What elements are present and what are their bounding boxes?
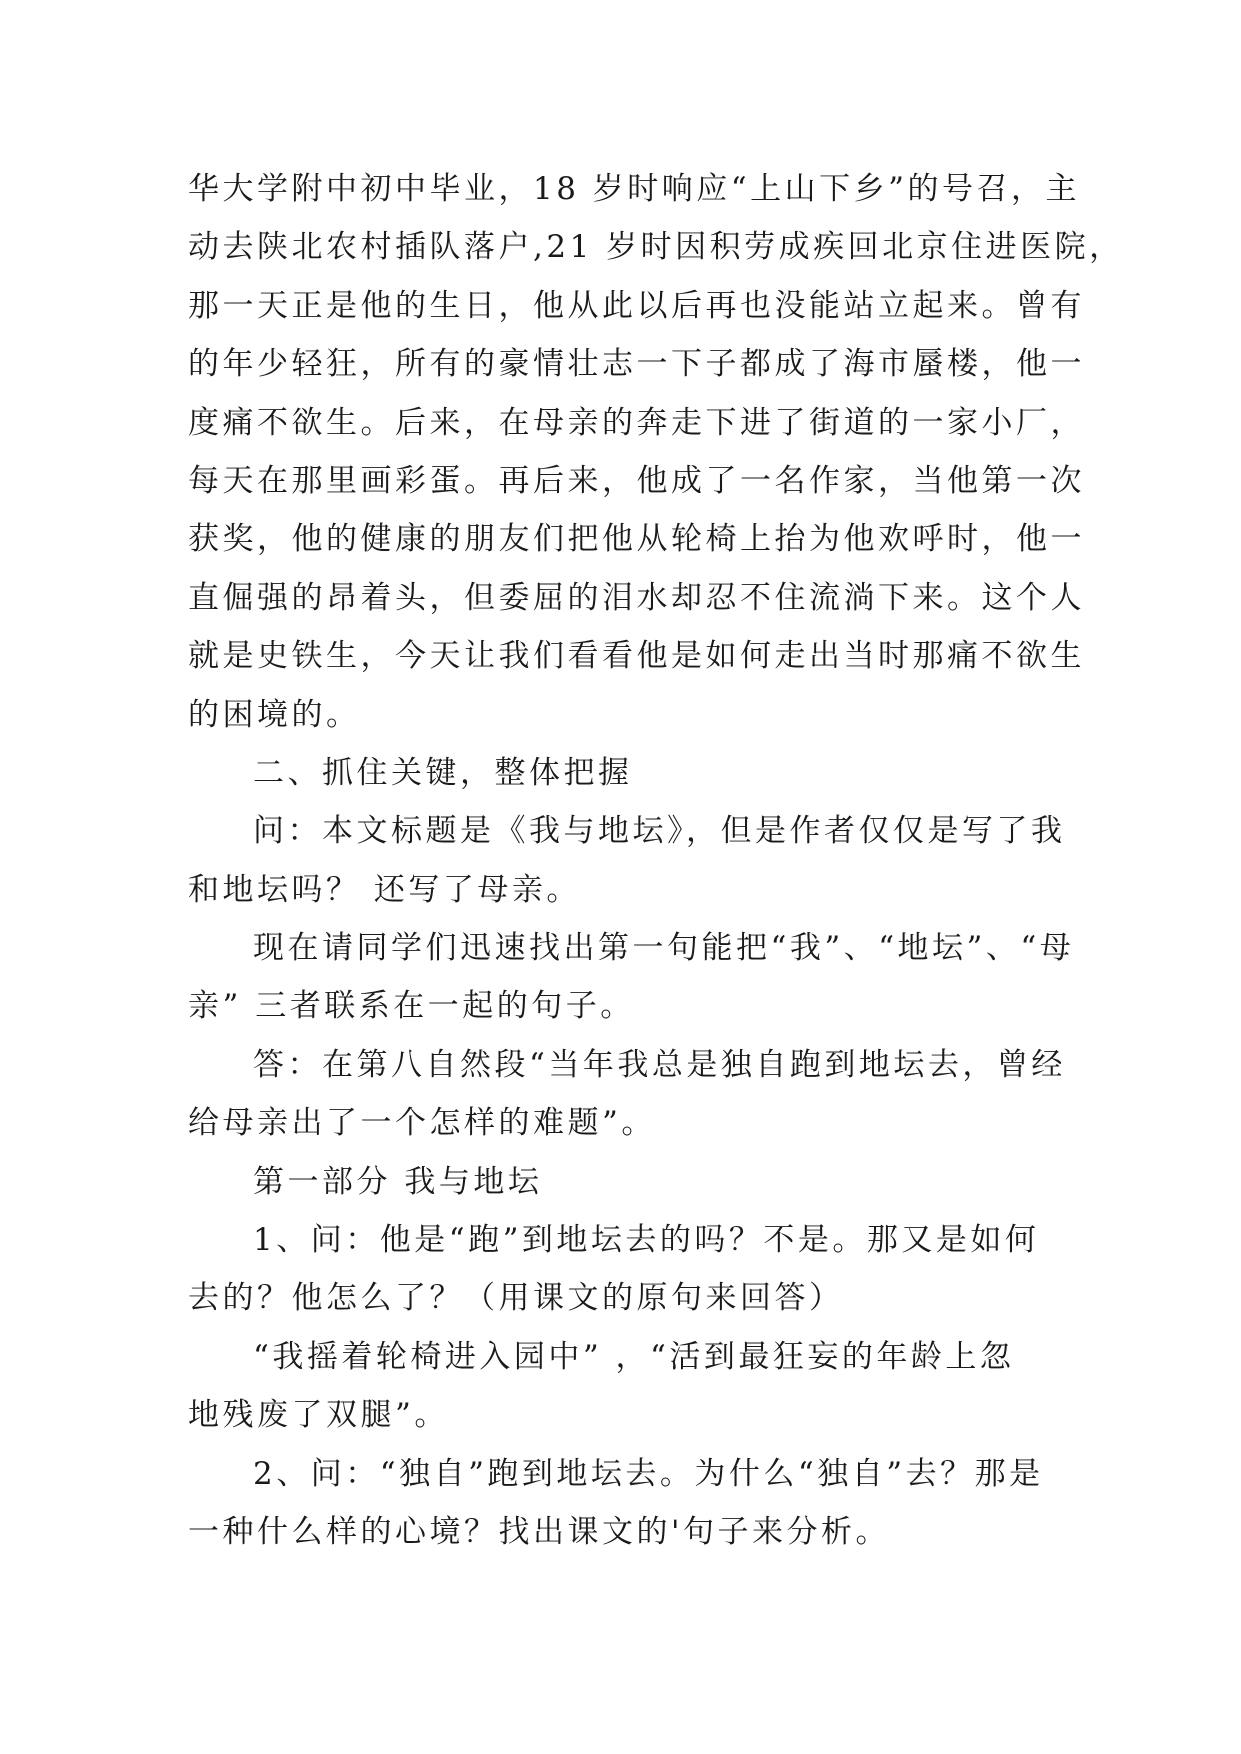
body-text	[188, 160, 1124, 1561]
quote-line: “我摇着轮椅进入园中” ，“活到最狂妄的年龄上忽	[253, 1338, 1015, 1375]
text-line: 华大学附中初中毕业，18 岁时响应“上山下乡”的号召，主	[188, 171, 1080, 207]
text-line: 亲” 三者联系在一起的句子。	[188, 988, 635, 1025]
answer-line: 答：在第八自然段“当年我总是独自跑到地坛去，曾经	[253, 1046, 1066, 1083]
text-line: 就是史铁生，今天让我们看看他是如何走出当时那痛不欲生	[188, 638, 1085, 675]
question-line: 1、问：他是“跑”到地坛去的吗？不是。那又是如何	[253, 1222, 1040, 1259]
text-line: 一种什么样的心境？找出课文的'句子来分析。	[188, 1513, 891, 1550]
text-line: 获奖，他的健康的朋友们把他从轮椅上抬为他欢呼时，他一	[188, 521, 1085, 558]
text-line: 的困境的。	[188, 696, 361, 733]
text-line: 现在请同学们迅速找出第一句能把“我”、“地坛”、“母	[253, 930, 1075, 967]
text-line: 给母亲出了一个怎样的难题”。	[188, 1105, 656, 1142]
text-line: 地残废了双腿”。	[188, 1397, 449, 1434]
section-heading: 第一部分 我与地坛	[253, 1163, 543, 1200]
text-line: 去的？他怎么了？（用课文的原句来回答）	[188, 1280, 844, 1317]
text-line: 度痛不欲生。后来，在母亲的奔走下进了街道的一家小厂，	[188, 404, 1085, 441]
text-line: 的年少轻狂，所有的豪情壮志一下子都成了海市蜃楼，他一	[188, 346, 1085, 383]
text-line: 和地坛吗？ 还写了母亲。	[188, 871, 581, 908]
text-line: 那一天正是他的生日，他从此以后再也没能站立起来。曾有	[188, 287, 1085, 324]
section-heading: 二、抓住关键，整体把握	[253, 754, 633, 791]
text-line: 直倔强的昂着头，但委屈的泪水却忍不住流淌下来。这个人	[188, 579, 1085, 616]
question-line: 2、问：“独自”跑到地坛去。为什么“独自”去？那是	[253, 1455, 1044, 1492]
text-line: 动去陕北农村插队落户,21 岁时因积劳成疾回北京住进医院，	[188, 229, 1124, 266]
text-line: 每天在那里画彩蛋。再后来，他成了一名作家，当他第一次	[188, 462, 1085, 499]
question-line: 问：本文标题是《我与地坛》，但是作者仅仅是写了我	[253, 813, 1066, 850]
